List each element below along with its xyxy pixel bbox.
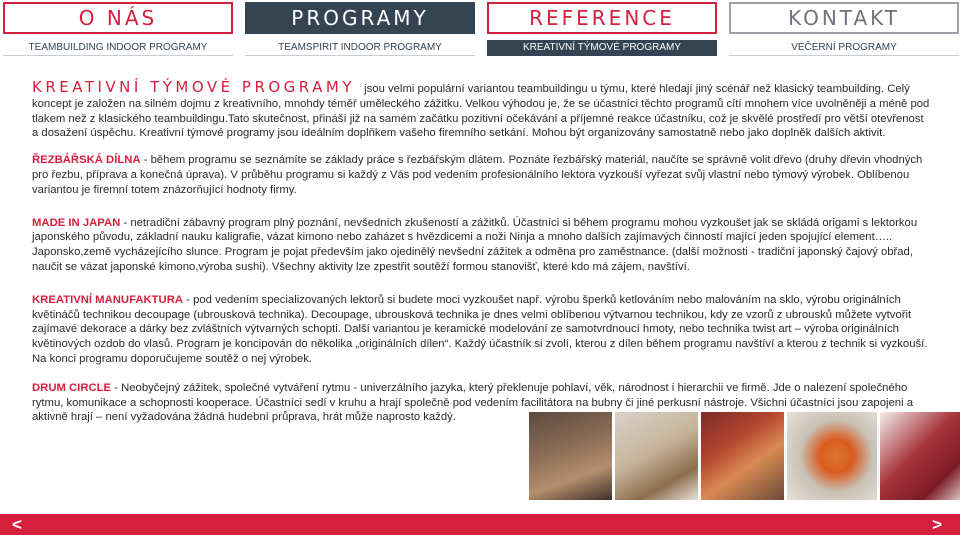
photo-kimono <box>880 412 960 500</box>
photo-manufaktura <box>701 412 784 500</box>
section-text: - netradiční zábavný program plný poznání, nevšedních zkušeností a zážitků. Účastníci si během programu mohou vyzkoušet jak se skládá origami s lektorkou japonského původu, základní nauku kaligrafie, vázat kimono nebo zaházet s hvězdicemi a noži Ninja a mnoho dalších zajímavých činností mající jeden spojující element….. Japonsko,země vycházejícího slunce. Program je pojat především jako ojedinělý nevšední zážitek a odměna pro zaměstnance. (další možnosti - tradiční japonský čajový obřad, naučit se vázat japonské kimono,výroba sushi). Všechny aktivity lze zpestřit soutěží formou stanovišť, které kdo má zájem, navštíví. <box>32 216 918 273</box>
section-text: - pod vedením specializovaných lektorů si budete moci vyzkoušet např. výrobu šperků ketlováním nebo malováním na sklo, výrobu originálních květináčů technikou decoupage (ubrousková technika). Decoupage, ubrousková technika je dnes velmi oblíbenou výtvarnou technikou, kdy ze vzorů z ubrousků můžete vytvořit zajímavé dekorace a dárky bez zvláštních výtvarných schopti. Další variantou je keramické modelování ze samotvrdnoucí hmoty, nebo technika twist art – výroba originálních květinových ozdob do vlasů. Program je koncipován do několika „originálních dílen“. Každý účastník si zvolí, kterou z dílen během programu navštíví a kterou z technik si vyzkouší. Na konci programu doporučujeme soutěž o nej výrobek. <box>32 293 928 365</box>
photo-drum-circle <box>529 412 612 500</box>
section-label: DRUM CIRCLE <box>32 381 112 394</box>
tab-o-nas[interactable]: O NÁS <box>3 2 233 34</box>
main-content <box>32 80 930 425</box>
section-kreativni-manufaktura <box>32 293 930 367</box>
section-label: MADE IN JAPAN <box>32 216 121 229</box>
intro-text: jsou velmi populární variantou teambuildingu u týmu, které hledají jiný scénář než klasický teambuilding. Celý koncept je založen na silném dojmu z kreativního, mnohdy téměř uměleckého zážitku. Velkou výhodou je, že se účastníci těchto programů cítí mnohem více uvolněněji a méně pod tlakem než z klasického teambuildingu.Tato skutečnost, přináší již na samém začátku pozitivní očekávání a příjemné reakce účastníku, což je skvělé prostředí pro větší otevřenost a dosažení úspěchu. Kreativní týmové programy jsou ideálním doplňkem vašeho firemního setkání. Mohou být organizovány samostatně nebo jako doplněk dalších aktivit. <box>32 83 930 140</box>
prev-page-arrow-icon[interactable]: < <box>12 515 22 534</box>
top-navigation <box>0 0 960 60</box>
section-rezbarska-dilna <box>32 153 930 197</box>
intro-paragraph <box>32 80 930 141</box>
section-label: ŘEZBÁŘSKÁ DÍLNA <box>32 154 141 167</box>
tab-programy[interactable]: PROGRAMY <box>245 2 475 34</box>
section-made-in-japan <box>32 216 930 275</box>
tab-kontakt[interactable]: KONTAKT <box>729 2 959 34</box>
photo-origami <box>787 412 877 500</box>
subnav-teambuilding-indoor[interactable]: TEAMBUILDING INDOOR PROGRAMY <box>3 40 233 56</box>
section-text: - během programu se seznámíte se základy práce s řezbářským dlátem. Poznáte řezbářský materiál, naučíte se správně volit dřevo (druhy dřevin vhodných pro řezbu, příprava a konečná úprava). V průběhu programu si každý z Vás pod vedením profesionálního lektora vyzkouší vyřezat svůj vlastní nebo týmový výrobek. Oblíbenou variantou je firemní totem znázorňující hodnoty firmy. <box>32 154 923 196</box>
photo-strip <box>529 412 960 500</box>
photo-woodcarving <box>615 412 698 500</box>
tab-reference[interactable]: REFERENCE <box>487 2 717 34</box>
next-page-arrow-icon[interactable]: > <box>932 515 942 534</box>
section-text: - Neobyčejný zážitek, společné vytváření rytmu - univerzálního jazyka, který překlenuje pohlaví, věk, národnost i hierarchii ve firmě. Jde o nalezení společného rytmu, komunikace a schopnosti kooperace. Účastníci sedí v kruhu a hrají společně pod vedením facilitátora na bubny či jiné perkusní nástroje. Všichni účastníci jsou zapojeni a aktivně hrají – není vyžadována žádná hudební průprava, hrát může naprosto každý. <box>32 381 914 424</box>
subnav-teamspirit-indoor[interactable]: TEAMSPIRIT INDOOR PROGRAMY <box>245 40 475 56</box>
bottom-bar <box>0 514 960 535</box>
subnav-kreativni-tymove[interactable]: KREATIVNÍ TÝMOVÉ PROGRAMY <box>487 40 717 56</box>
section-label: KREATIVNÍ MANUFAKTURA <box>32 293 184 306</box>
subnav-vecerni-programy[interactable]: VEČERNÍ PROGRAMY <box>729 40 959 56</box>
page-title: KREATIVNÍ TÝMOVÉ PROGRAMY <box>32 78 355 96</box>
